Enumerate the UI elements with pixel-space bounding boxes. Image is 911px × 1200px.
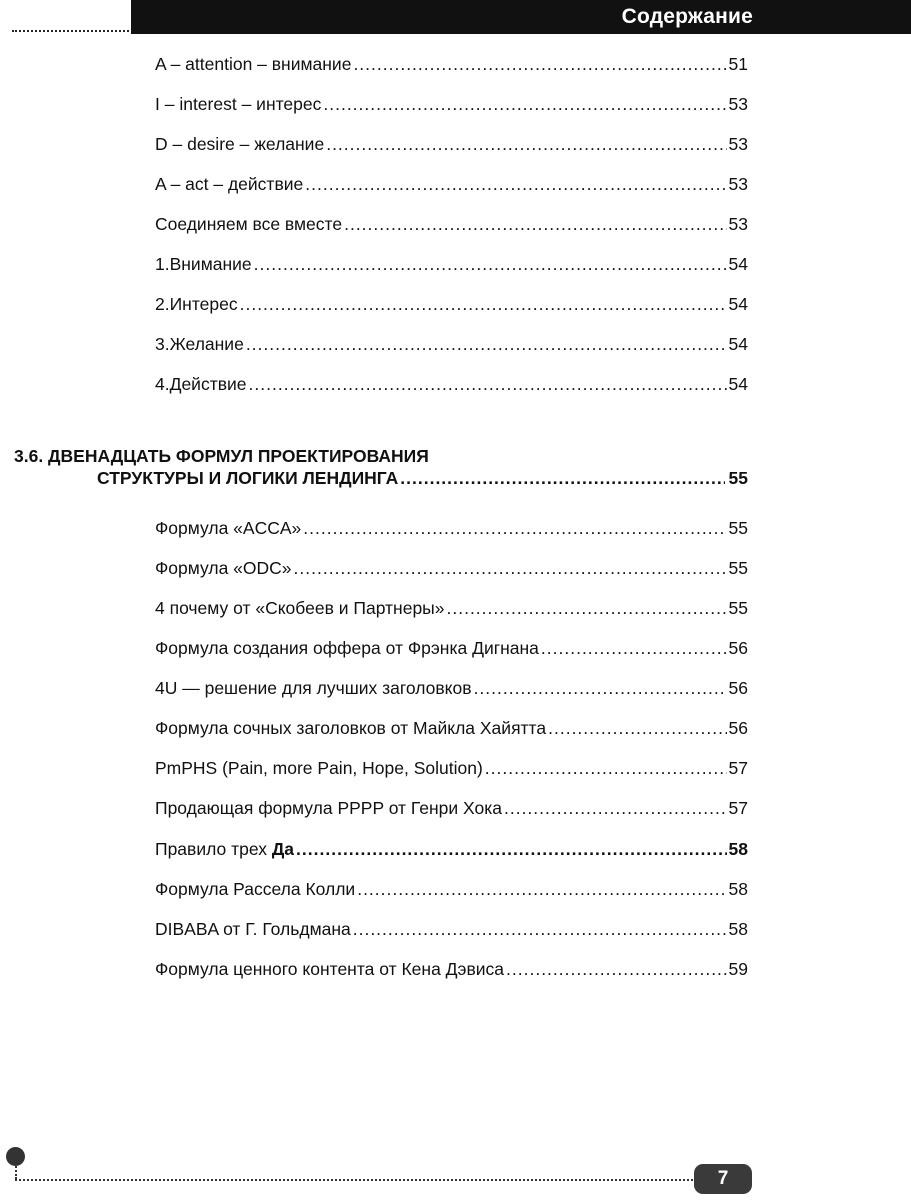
toc-entry-page: 56 (728, 678, 748, 698)
toc-leader-dots (296, 838, 726, 860)
toc-entry[interactable] (155, 53, 748, 75)
toc-leader-dots (344, 213, 726, 235)
toc-entry[interactable] (155, 677, 748, 699)
toc-entry-page: 58 (728, 879, 748, 899)
toc-entry-label: Формула создания оффера от Фрэнка Дигнана (155, 638, 539, 658)
toc-entry-label-emphasis: Да (271, 839, 295, 859)
toc-leader-dots (254, 253, 727, 275)
toc-entry[interactable] (155, 597, 748, 619)
toc-entry[interactable] (155, 213, 748, 235)
footer-dotted-stem (15, 1163, 17, 1179)
toc-leader-dots (240, 293, 727, 315)
toc-entry[interactable] (155, 373, 748, 395)
toc-entry-page: 55 (728, 558, 748, 578)
toc-leader-dots (504, 797, 727, 819)
toc-leader-dots (541, 637, 727, 659)
header-title: Содержание (621, 5, 753, 28)
header-dotted-rule (12, 30, 136, 32)
toc-entry-page: 55 (728, 518, 748, 538)
toc-entry-page: 59 (728, 959, 748, 979)
toc-leader-dots (447, 597, 727, 619)
toc-leader-dots (353, 53, 726, 75)
toc-entry[interactable] (155, 717, 748, 739)
toc-entry[interactable] (155, 637, 748, 659)
section-heading-line2: СТРУКТУРЫ И ЛОГИКИ ЛЕНДИНГА (97, 468, 399, 488)
page-number: 7 (717, 1168, 729, 1189)
toc-entry[interactable] (155, 517, 748, 539)
page-number-badge (694, 1164, 752, 1194)
toc-entry-label: Соединяем все вместе (155, 214, 343, 234)
toc-entry-label: I – interest – интерес (155, 94, 322, 114)
toc-entry-label: Формула «ODC» (155, 558, 292, 578)
toc-entry-label: 4U — решение для лучших заголовков (155, 678, 472, 698)
toc-entry-label: A – act – действие (155, 174, 304, 194)
toc-entry[interactable] (155, 797, 748, 819)
toc-entry-label: 4 почему от «Скобеев и Партнеры» (155, 598, 445, 618)
toc-leader-dots (303, 517, 726, 539)
toc-leader-dots (323, 93, 726, 115)
toc-leader-dots (548, 717, 726, 739)
toc-entry-label: 3.Желание (155, 334, 244, 354)
footer-dotted-rule (15, 1179, 697, 1181)
toc-entry[interactable] (155, 958, 748, 980)
toc-leader-dots (353, 918, 727, 940)
toc-entry-label: 2.Интерес (155, 294, 238, 314)
toc-entry[interactable] (155, 878, 748, 900)
toc-leader-dots (305, 173, 726, 195)
toc-leader-dots (326, 133, 726, 155)
toc-entry-page: 51 (728, 54, 748, 74)
toc-entry[interactable] (155, 757, 748, 779)
toc-entry-label: Формула сочных заголовков от Майкла Хайятта (155, 718, 547, 738)
toc-leader-dots (485, 757, 727, 779)
section-page: 55 (728, 468, 748, 488)
toc-entry[interactable] (155, 293, 748, 315)
toc-entry-label: Формула «ACCA» (155, 518, 302, 538)
toc-entry-page: 57 (728, 758, 748, 778)
toc-leader-dots (506, 958, 727, 980)
toc-entry-page: 54 (728, 334, 748, 354)
toc-leader-dots (249, 373, 727, 395)
toc-entry-label: DIBABA от Г. Гольдмана (155, 919, 351, 939)
toc-leader-dots (357, 878, 726, 900)
toc-entry[interactable] (155, 918, 748, 940)
toc-entry-page: 56 (728, 718, 748, 738)
toc-entry[interactable] (155, 253, 748, 275)
toc-entry-label-text: Правило трех (155, 839, 267, 859)
toc-entry-page: 53 (728, 94, 748, 114)
toc-entry[interactable] (155, 173, 748, 195)
toc-leader-dots (400, 467, 724, 489)
toc-entry-emphasis[interactable] (155, 838, 748, 860)
toc-entry-label: 1.Внимание (155, 254, 252, 274)
toc-entry[interactable] (155, 93, 748, 115)
toc-entry-label (155, 838, 294, 860)
toc-entry-page: 53 (728, 214, 748, 234)
toc-entry-page: 58 (728, 919, 748, 939)
toc-entry-label: Формула Рассела Колли (155, 879, 356, 899)
toc-entry-page: 54 (728, 254, 748, 274)
toc-entry-page: 58 (728, 839, 748, 859)
toc-entry-label: Формула ценного контента от Кена Дэвиса (155, 959, 505, 979)
toc-leader-dots (246, 333, 727, 355)
toc-entry[interactable] (155, 333, 748, 355)
toc-entry-label: 4.Действие (155, 374, 247, 394)
toc-leader-dots (474, 677, 727, 699)
toc-entry-label: Продающая формула PPPP от Генри Хока (155, 798, 502, 818)
toc-entry[interactable] (155, 133, 748, 155)
toc-entry-label: D – desire – желание (155, 134, 325, 154)
toc-entry[interactable] (155, 557, 748, 579)
toc-entry-page: 57 (728, 798, 748, 818)
toc-leader-dots (294, 557, 727, 579)
toc-entry-label: A – attention – внимание (155, 54, 352, 74)
toc-entry-page: 54 (728, 294, 748, 314)
header-bar (131, 0, 911, 34)
section-heading[interactable]: 3.6. ДВЕНАДЦАТЬ ФОРМУЛ ПРОЕКТИРОВАНИЯ (14, 446, 429, 466)
toc-entry-page: 56 (728, 638, 748, 658)
toc-entry-page: 54 (728, 374, 748, 394)
section-heading-continued[interactable] (97, 467, 748, 489)
toc-entry-page: 53 (728, 134, 748, 154)
toc-entry-label: PmPHS (Pain, more Pain, Hope, Solution) (155, 758, 483, 778)
toc-entry-page: 55 (728, 598, 748, 618)
toc-entry-page: 53 (728, 174, 748, 194)
